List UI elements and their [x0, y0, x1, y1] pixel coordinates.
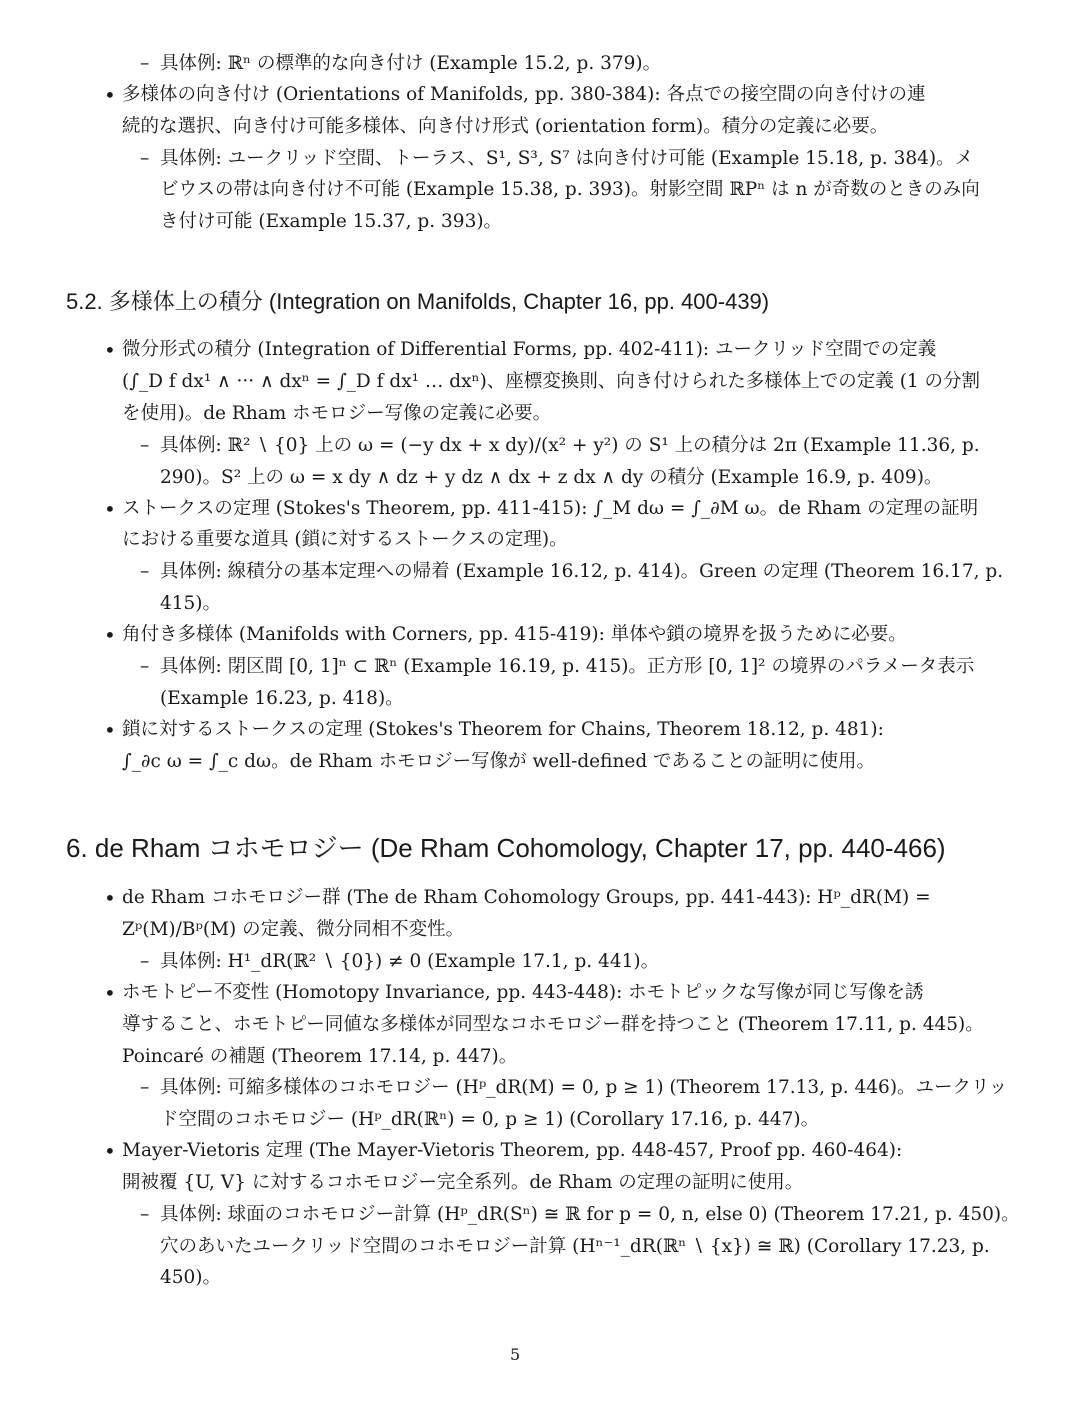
text-line: を使用)。de Rham ホモロジー写像の定義に必要。: [122, 403, 552, 424]
page-number: 5: [510, 1345, 521, 1364]
text-line: き付け可能 (Example 15.37, p. 393)。: [160, 211, 503, 232]
text-line: (Example 16.23, p. 418)。: [160, 688, 404, 709]
bullet-stokes: • ストークスの定理 (Stokes's Theorem, pp. 411-415): ∫_M dω = ∫_∂M ω。de Rham の定理の証明: [122, 497, 978, 521]
text-line: (∫_D f dx¹ ∧ ··· ∧ dxⁿ = ∫_D f dx¹ … dxⁿ)、座標変換則、向き付けられた多様体上での定義 (1 の分割: [122, 371, 981, 392]
bullet-integration-forms: • 微分形式の積分 (Integration of Differential Forms, pp. 402-411): ユークリッド空間での定義: [122, 338, 936, 362]
text-line: ド空間のコホモロジー (Hᵖ_dR(ℝⁿ) = 0, p ≥ 1) (Corollary 17.16, p. 447)。: [160, 1109, 820, 1130]
text-line: 開被覆 {U, V} に対するコホモロジー完全系列。de Rham の定理の証明に使用。: [122, 1172, 804, 1193]
text-line: 450)。: [160, 1267, 222, 1288]
text-line: 415)。: [160, 593, 222, 614]
example-line: – 具体例: ユークリッド空間、トーラス、S¹, S³, S⁷ は向き付け可能 (Example 15.18, p. 384)。メ: [160, 147, 973, 171]
example-line: – 具体例: ℝ² ∖ {0} 上の ω = (−y dx + x dy)/(x² + y²) の S¹ 上の積分は 2π (Example 11.36, p.: [160, 434, 980, 458]
example-line: – 具体例: 線積分の基本定理への帰着 (Example 16.12, p. 414)。Green の定理 (Theorem 16.17, p.: [160, 560, 1003, 584]
example-line: – 具体例: 閉区間 [0, 1]ⁿ ⊂ ℝⁿ (Example 16.19, p. 415)。正方形 [0, 1]² の境界のパラメータ表示: [160, 655, 974, 679]
bullet-orientations: • 多様体の向き付け (Orientations of Manifolds, pp. 380-384): 各点での接空間の向き付けの連: [122, 83, 925, 107]
bullet-de-rham-groups: • de Rham コホモロジー群 (The de Rham Cohomology Groups, pp. 441-443): Hᵖ_dR(M) =: [122, 886, 931, 910]
text-line: 続的な選択、向き付け可能多様体、向き付け形式 (orientation form)。積分の定義に必要。: [122, 116, 889, 137]
bullet-corners: • 角付き多様体 (Manifolds with Corners, pp. 415-419): 単体や鎖の境界を扱うために必要。: [122, 623, 907, 647]
bullet-homotopy: • ホモトピー不変性 (Homotopy Invariance, pp. 443-448): ホモトピックな写像が同じ写像を誘: [122, 981, 923, 1005]
example-line: – 具体例: 可縮多様体のコホモロジー (Hᵖ_dR(M) = 0, p ≥ 1) (Theorem 17.13, p. 446)。ユークリッ: [160, 1076, 1007, 1100]
text-line: Poincaré の補題 (Theorem 17.14, p. 447)。: [122, 1046, 518, 1067]
example-line: – 具体例: H¹_dR(ℝ² ∖ {0}) ≠ 0 (Example 17.1, p. 441)。: [160, 950, 659, 974]
example-line: – 具体例: ℝⁿ の標準的な向き付け (Example 15.2, p. 379)。: [160, 52, 661, 76]
text-line: における重要な道具 (鎖に対するストークスの定理)。: [122, 529, 568, 550]
text-line: Zᵖ(M)/Bᵖ(M) の定義、微分同相不変性。: [122, 919, 465, 940]
bullet-stokes-chains: • 鎖に対するストークスの定理 (Stokes's Theorem for Chains, Theorem 18.12, p. 481):: [122, 718, 884, 742]
text-line: ビウスの帯は向き付け不可能 (Example 15.38, p. 393)。射影空間 ℝPⁿ は n が奇数のときのみ向: [160, 179, 980, 200]
text-line: ∫_∂c ω = ∫_c dω。de Rham ホモロジー写像が well-defined であることの証明に使用。: [122, 751, 876, 772]
section-heading-5-2: 5.2. 多様体上の積分 (Integration on Manifolds, Chapter 16, pp. 400-439): [66, 289, 770, 314]
section-heading-6: 6. de Rham コホモロジー (De Rham Cohomology, Chapter 17, pp. 440-466): [66, 833, 946, 863]
text-line: 290)。S² 上の ω = x dy ∧ dz + y dz ∧ dx + z dx ∧ dy の積分 (Example 16.9, p. 409)。: [160, 467, 943, 488]
example-line: – 具体例: 球面のコホモロジー計算 (Hᵖ_dR(Sⁿ) ≅ ℝ for p = 0, n, else 0) (Theorem 17.21, p. 450)。: [160, 1203, 1020, 1227]
text-line: 穴のあいたユークリッド空間のコホモロジー計算 (Hⁿ⁻¹_dR(ℝⁿ ∖ {x}) ≅ ℝ) (Corollary 17.23, p.: [160, 1236, 990, 1257]
bullet-mayer-vietoris: • Mayer-Vietoris 定理 (The Mayer-Vietoris Theorem, pp. 448-457, Proof pp. 460-464):: [122, 1139, 902, 1163]
text-line: 導すること、ホモトピー同値な多様体が同型なコホモロジー群を持つこと (Theorem 17.11, p. 445)。: [122, 1014, 984, 1035]
